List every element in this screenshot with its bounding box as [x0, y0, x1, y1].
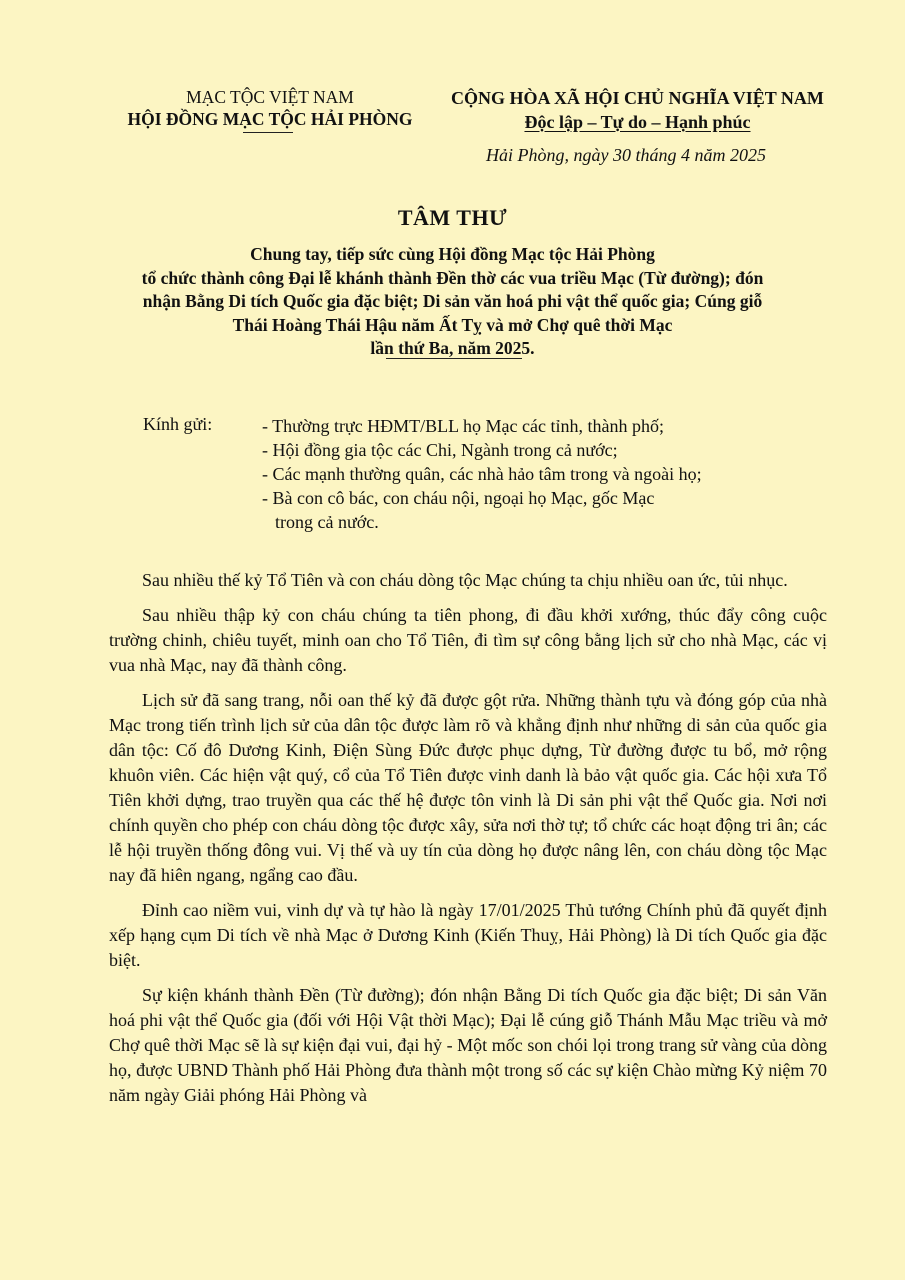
recipient-item: - Thường trực HĐMT/BLL họ Mạc các tỉnh, thành phố; [262, 416, 664, 436]
national-title: CỘNG HÒA XÃ HỘI CHỦ NGHĨA VIỆT NAM [451, 88, 824, 108]
subtitle-line: lần thứ Ba, năm 2025. [370, 338, 535, 358]
national-motto: Độc lập – Tự do – Hạnh phúc [524, 112, 751, 132]
body-paragraph: Sự kiện khánh thành Đền (Từ đường); đón nhận Bằng Di tích Quốc gia đặc biệt; Di sản Văn hoá phi vật thể Quốc gia (đối với Hội Vật thời Mạc); Đại lễ cúng giỗ Thánh Mẫu Mạc triều và mở Chợ quê thời Mạc sẽ là sự kiện đại vui, đại hỷ - Một mốc son chói lọi trong trang sử vàng của dòng họ, được UBND Thành phố Hải Phòng đưa thành một trong số các sự kiện Chào mừng Kỷ niệm 70 năm ngày Giải phóng Hải Phòng và [109, 985, 827, 1105]
body-paragraph: Sau nhiều thế kỷ Tổ Tiên và con cháu dòng tộc Mạc chúng ta chịu nhiều oan ức, tủi nhục. [142, 570, 788, 590]
recipients-list [262, 414, 822, 534]
header-divider-left [243, 132, 293, 133]
body-paragraph: Đỉnh cao niềm vui, vinh dự và tự hào là ngày 17/01/2025 Thủ tướng Chính phủ đã quyết định xếp hạng cụm Di tích về nhà Mạc ở Dương Kinh (Kiến Thuỵ, Hải Phòng) là Di tích Quốc gia đặc biệt. [109, 900, 827, 970]
document-subtitle [110, 243, 795, 361]
recipient-item: - Bà con cô bác, con cháu nội, ngoại họ Mạc, gốc Mạc [262, 488, 655, 508]
recipient-item: - Các mạnh thường quân, các nhà hảo tâm trong và ngoài họ; [262, 464, 702, 484]
recipient-item: - Hội đồng gia tộc các Chi, Ngành trong cả nước; [262, 440, 618, 460]
organization-name: HỘI ĐỒNG MẠC TỘC HẢI PHÒNG [127, 109, 413, 129]
title-divider [386, 358, 522, 359]
document-date: Hải Phòng, ngày 30 tháng 4 năm 2025 [486, 145, 766, 165]
national-header [440, 86, 835, 134]
subtitle-line: Chung tay, tiếp sức cùng Hội đồng Mạc tộc Hải Phòng [250, 244, 655, 264]
subtitle-line: Thái Hoàng Thái Hậu năm Ất Tỵ và mở Chợ quê thời Mạc [232, 314, 673, 335]
letter-body [109, 568, 827, 1118]
subtitle-line: tổ chức thành công Đại lễ khánh thành Đền thờ các vua triều Mạc (Từ đường); đón [141, 267, 764, 288]
body-paragraph: Sau nhiều thập kỷ con cháu chúng ta tiên phong, đi đầu khởi xướng, thúc đẩy công cuộc trường chinh, chiêu tuyết, minh oan cho Tổ Tiên, đi tìm sự công bằng lịch sử cho nhà Mạc, các vị vua nhà Mạc, nay đã thành công. [109, 605, 827, 675]
document-title: TÂM THƯ [397, 205, 508, 230]
recipient-item: trong cả nước. [275, 512, 379, 532]
organization-parent: MẠC TỘC VIỆT NAM [186, 87, 354, 107]
recipients-label: Kính gửi: [143, 414, 213, 434]
subtitle-line: nhận Bằng Di tích Quốc gia đặc biệt; Di sản văn hoá phi vật thể quốc gia; Cúng giỗ [142, 291, 763, 311]
body-paragraph: Lịch sử đã sang trang, nỗi oan thế kỷ đã được gột rửa. Những thành tựu và đóng góp của nhà Mạc trong tiến trình lịch sử của dân tộc được làm rõ và khẳng định như những di sản của quốc gia dân tộc: Cố đô Dương Kinh, Điện Sùng Đức được phục dựng, Từ đường được tu bổ, mở rộng khuôn viên. Các hiện vật quý, cổ của Tổ Tiên được vinh danh là bảo vật quốc gia. Các hội xưa Tổ Tiên khởi dựng, trao truyền qua các thế hệ được tôn vinh là Di sản phi vật thể Quốc gia. Nơi nơi chính quyền cho phép con cháu dòng tộc được xây, sửa nơi thờ tự; tổ chức các hoạt động tri ân; các lễ hội truyền thống đông vui. Vị thế và uy tín của dòng họ được nâng lên, con cháu dòng tộc Mạc nay đã hiên ngang, ngẩng cao đầu. [109, 690, 827, 885]
organization-header [105, 86, 435, 130]
